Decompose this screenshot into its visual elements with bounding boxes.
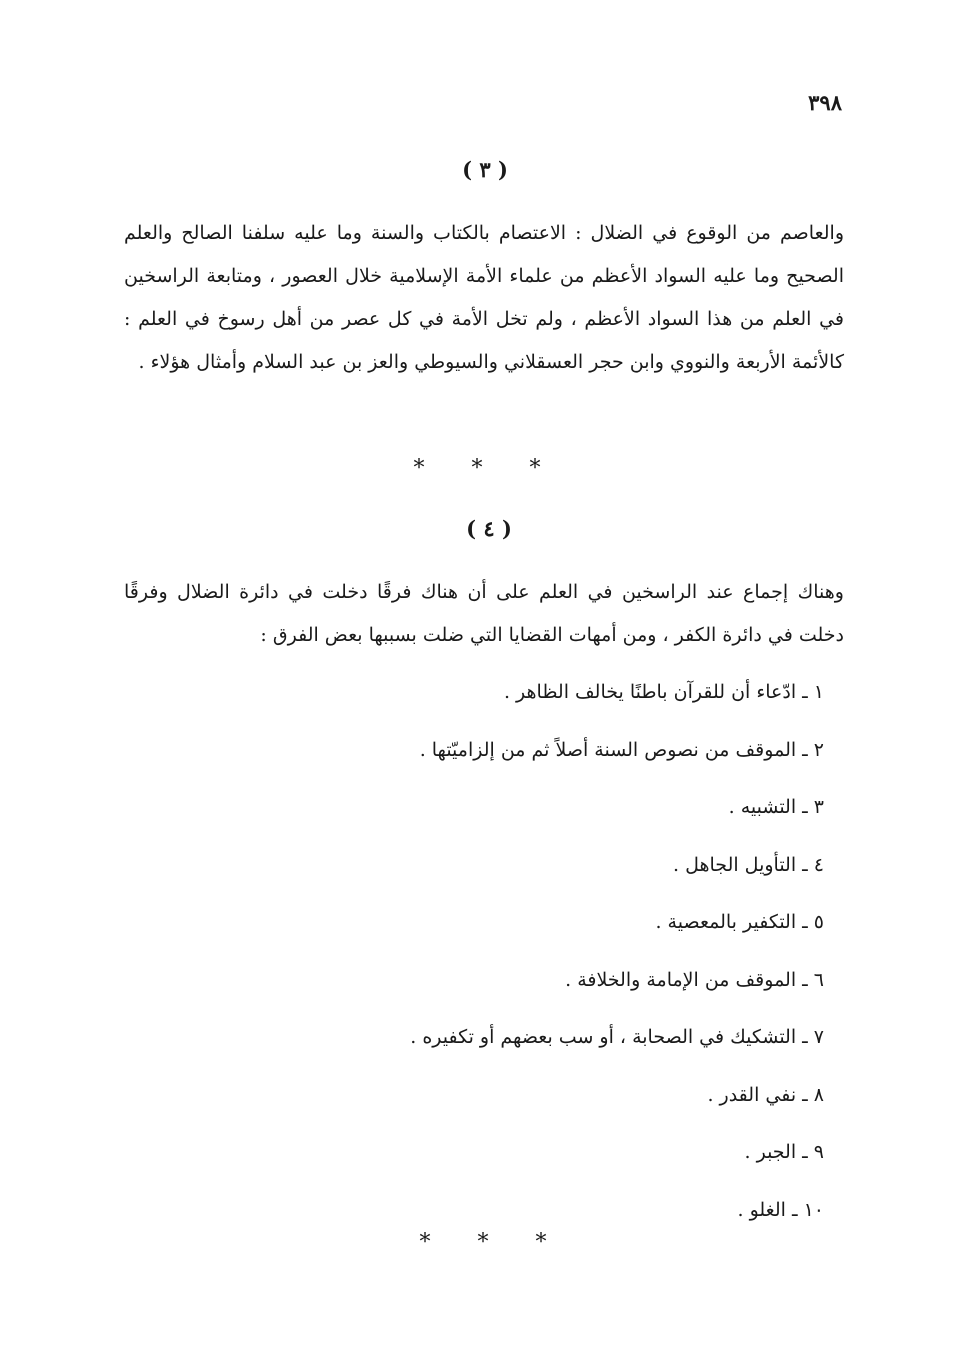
list-item: ٧ ـ التشكيك في الصحابة ، أو سب بعضهم أو تكفيره . <box>410 1026 824 1048</box>
separator-stars-1: * * * <box>413 456 561 481</box>
section-3-number: ( ٣ ) <box>462 157 508 182</box>
list-item: ٩ ـ الجبر . <box>744 1141 824 1163</box>
list-item: ٥ ـ التكفير بالمعصية . <box>655 911 824 933</box>
list-item: ٨ ـ نفي القدر . <box>707 1083 824 1106</box>
list-item: ١ ـ ادّعاء أن للقرآن باطنًا يخالف الظاهر . <box>503 681 824 703</box>
separator-stars-2: * * * <box>419 1230 567 1255</box>
section-4-paragraph: وهناك إجماع عند الراسخين في العلم على أن هناك فرقًا دخلت في دائرة الضلال وفرقًا دخلت في دائرة الكفر ، ومن أمهات القضايا التي ضلت بسببها بعض الفرق : <box>124 581 844 646</box>
list-item: ١٠ ـ الغلو . <box>737 1198 824 1221</box>
list-item: ٦ ـ الموقف من الإمامة والخلافة . <box>565 968 824 991</box>
list-item: ٤ ـ التأويل الجاهل . <box>673 853 824 876</box>
list-item: ٢ ـ الموقف من نصوص السنة أصلاً ثم من إلزاميّتها . <box>419 738 824 761</box>
misguidance-issues-list <box>224 672 824 1247</box>
section-4-number: ( ٤ ) <box>466 516 512 541</box>
list-item: ٣ ـ التشبيه . <box>728 796 824 818</box>
page-number: ٣٩٨ <box>808 90 842 115</box>
section-3-paragraph: والعاصم من الوقوع في الضلال : الاعتصام بالكتاب والسنة وما عليه سلفنا الصالح والعلم الصحيح وما عليه السواد الأعظم من علماء الأمة الإسلامية خلال العصور ، ومتابعة الراسخين في العلم من هذا السواد الأعظم ، ولم تخل الأمة في كل عصر من أهل رسوخ في العلم : كالأئمة الأربعة والنووي وابن حجر العسقلاني والسيوطي والعز بن عبد السلام وأمثال هؤلاء . <box>124 222 844 373</box>
